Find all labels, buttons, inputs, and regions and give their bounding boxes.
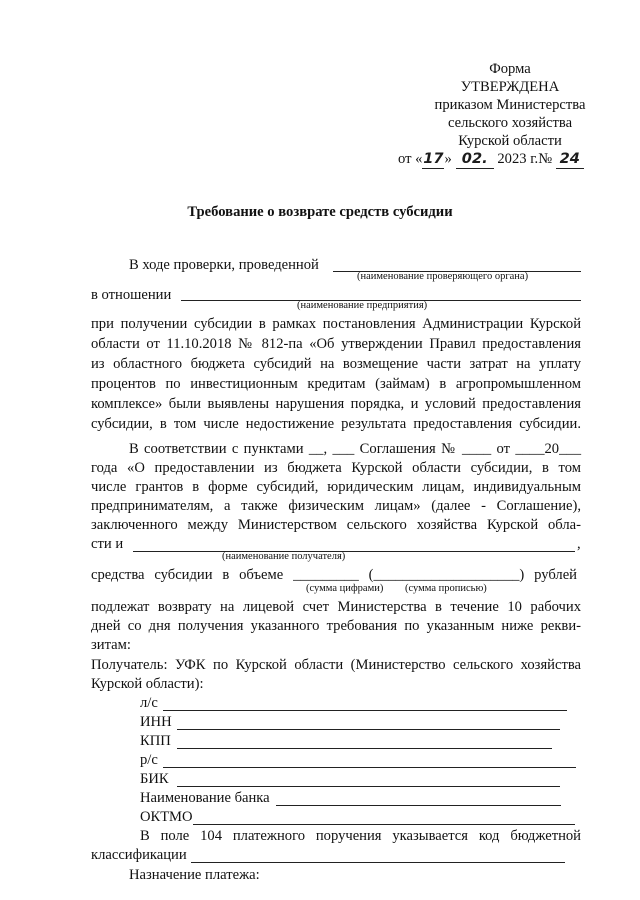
p1-regard: в отношении (91, 287, 172, 303)
recipient-line-1: Получатель: УФК по Курской области (Министерство сельского хозяйства (91, 657, 581, 673)
date-suffix: 2023 г.№ (493, 151, 556, 167)
field-ls-blank (163, 710, 567, 711)
field-kpp-blank (177, 748, 552, 749)
p1-line-4: процентов по инвестиционным кредитам (займам) в агропромышленном (91, 376, 581, 392)
p2-line-3: числе грантов в форме субсидий, юридическим лицам, индивидуальным (91, 479, 581, 495)
p2-line-2: года «О предоставлении из бюджета Курской области субсидии, в том (91, 460, 581, 476)
field-rs-blank (163, 767, 576, 768)
p2-line-4: предпринимателям, а также физическим лицам» (далее - Соглашение), (91, 498, 581, 514)
p3-line-2: классификации (91, 847, 187, 863)
month-handwritten: 02. (461, 150, 488, 167)
p1-lead: В ходе проверки, проведенной (129, 257, 319, 273)
caption-recipient: (наименование получателя) (222, 551, 346, 562)
field-inn-label: ИНН (140, 714, 172, 730)
caption-words: (сумма прописью) (405, 583, 487, 594)
p2-line-1: В соответствии с пунктами __, ___ Соглашения № ____ от ____20___ (129, 441, 581, 457)
field-bik-blank (177, 786, 560, 787)
document-title: Требование о возврате средств субсидии (187, 204, 453, 220)
p2-comma: , (577, 536, 581, 552)
date-mid: » (444, 151, 452, 167)
p2-and: сти и (91, 536, 124, 552)
p2-line-6: подлежат возврату на лицевой счет Министерства в течение 10 рабочих (91, 599, 581, 615)
approval-date (398, 150, 584, 169)
field-rs-label: р/с (140, 752, 158, 768)
p2-line-7: дней со дня получения указанного требования по указанным ниже рекви- (91, 618, 581, 634)
p1-line-5: комплексе» были выявлены нарушения порядка, и условий предоставления (91, 396, 581, 412)
field-oktmo-label: ОКТМО (140, 809, 193, 825)
field-kpp-label: КПП (140, 733, 171, 749)
caption-enterprise: (наименование предприятия) (297, 300, 428, 311)
approved-line1: приказом Министерства (434, 97, 586, 113)
p2-last: зитам: (91, 637, 131, 653)
approved-line2: сельского хозяйства (447, 115, 573, 131)
p1-line-3: из областного бюджета субсидий на возмещение части затрат на уплату (91, 356, 581, 372)
p1-line-1: при получении субсидии в рамках постановления Администрации Курской (91, 316, 581, 332)
field-inn-blank (177, 729, 560, 730)
p1-line-6: субсидии, в том числе недостижение результата предоставления субсидии. (91, 416, 581, 432)
number-handwritten: 24 (559, 150, 580, 167)
amount-line: средства субсидии в объеме _________ (____________________) рублей (91, 567, 577, 583)
p2-line-5: заключенного между Министерством сельского хозяйства Курской обла- (91, 517, 581, 533)
recipient-line-2: Курской области): (91, 676, 204, 692)
field-bik-label: БИК (140, 771, 169, 787)
approved-line3: Курской области (458, 133, 562, 149)
p3-line-1: В поле 104 платежного поручения указывается код бюджетной (140, 828, 581, 844)
p1-line-2: области от 11.10.2018 № 812-па «Об утверждении Правил предоставления (91, 336, 581, 352)
recipient-blank (133, 551, 575, 552)
caption-org: (наименование проверяющего органа) (357, 271, 529, 282)
approved-label: УТВЕРЖДЕНА (460, 79, 560, 95)
caption-digits: (сумма цифрами) (306, 583, 384, 594)
field-ls-label: л/с (140, 695, 158, 711)
field-bank-label: Наименование банка (140, 790, 270, 806)
form-label: Форма (489, 61, 531, 77)
date-prefix: от « (398, 151, 423, 167)
field-bank-blank (276, 805, 561, 806)
day-handwritten: 17 (423, 150, 444, 167)
payment-purpose: Назначение платежа: (129, 867, 260, 883)
kbk-blank (191, 862, 565, 863)
field-oktmo-blank (193, 824, 575, 825)
